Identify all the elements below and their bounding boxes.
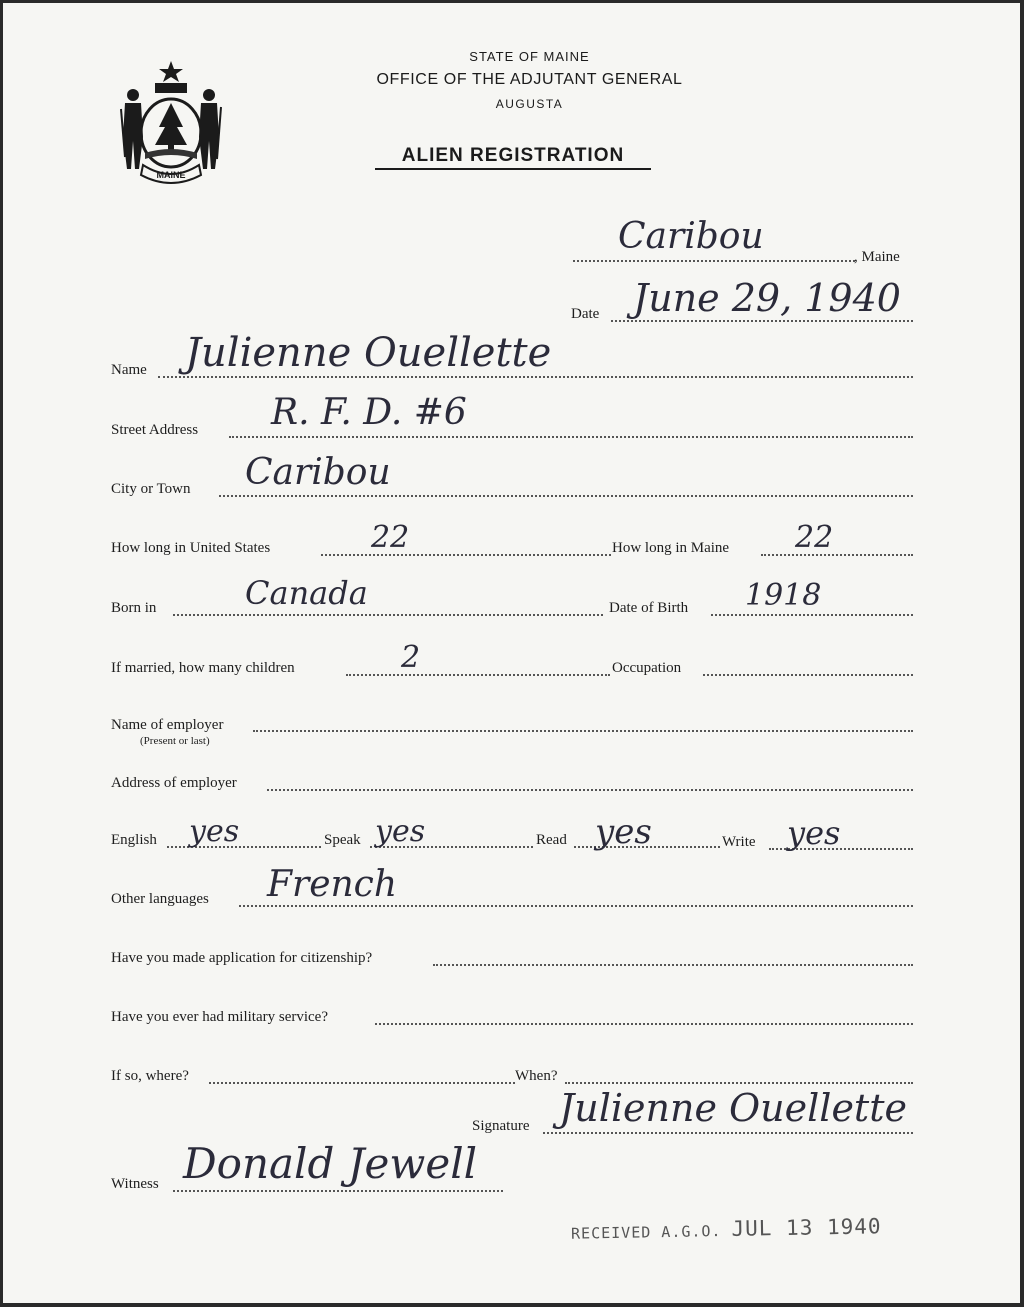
- born-in-label: Born in: [111, 600, 157, 616]
- city-label: City or Town: [111, 481, 191, 497]
- state-heading: STATE OF MAINE: [469, 49, 590, 64]
- years-us-label: How long in United States: [111, 540, 271, 556]
- dob-line: [711, 614, 913, 616]
- years-maine-label: How long in Maine: [612, 540, 730, 556]
- name-value[interactable]: Julienne Ouellette: [185, 330, 552, 376]
- street-value[interactable]: R. F. D. #6: [271, 392, 467, 433]
- witness-label: Witness: [111, 1176, 159, 1192]
- signature-label: Signature: [472, 1118, 530, 1134]
- years-maine-value[interactable]: 22: [795, 520, 834, 555]
- witness-line: [173, 1190, 503, 1192]
- city-heading: AUGUSTA: [495, 97, 564, 111]
- children-value[interactable]: 2: [401, 640, 421, 675]
- place-label: , Maine: [854, 249, 900, 265]
- born-in-value[interactable]: Canada: [245, 574, 368, 612]
- children-line: [346, 674, 610, 676]
- years-us-line: [321, 554, 611, 556]
- read-value[interactable]: yes: [595, 812, 652, 852]
- street-label: Street Address: [111, 422, 199, 438]
- name-line: [158, 376, 913, 378]
- write-label: Write: [722, 834, 756, 850]
- stamp-prefix: RECEIVED A.G.O.: [570, 1222, 722, 1243]
- stamp-date: JUL 13 1940: [731, 1214, 882, 1241]
- employer-sublabel: (Present or last): [140, 735, 210, 747]
- witness-value[interactable]: Donald Jewell: [183, 1139, 478, 1188]
- employer-address-label: Address of employer: [111, 775, 237, 791]
- date-label: Date: [571, 306, 600, 322]
- citizenship-line: [433, 964, 913, 966]
- speak-value[interactable]: yes: [375, 814, 426, 849]
- occupation-line: [703, 674, 913, 676]
- registration-form: [3, 3, 1020, 1303]
- when-label: When?: [515, 1068, 558, 1084]
- where-line: [209, 1082, 515, 1084]
- born-in-line: [173, 614, 603, 616]
- other-languages-value[interactable]: French: [267, 864, 398, 905]
- signature-line: [543, 1132, 913, 1134]
- date-value[interactable]: June 29, 1940: [633, 276, 901, 320]
- employer-address-line: [267, 789, 913, 791]
- english-label: English: [111, 832, 157, 848]
- occupation-label: Occupation: [612, 660, 682, 676]
- english-value[interactable]: yes: [189, 814, 240, 849]
- children-label: If married, how many children: [111, 660, 295, 676]
- military-line: [375, 1023, 913, 1025]
- form-title: ALIEN REGISTRATION: [375, 145, 651, 170]
- citizenship-label: Have you made application for citizenship?: [111, 950, 373, 966]
- street-line: [229, 436, 913, 438]
- received-stamp: [571, 1214, 882, 1243]
- place-line: [573, 260, 855, 262]
- city-line: [219, 495, 913, 497]
- office-heading: OFFICE OF THE ADJUTANT GENERAL: [376, 71, 683, 88]
- military-label: Have you ever had military service?: [111, 1009, 328, 1025]
- other-languages-label: Other languages: [111, 891, 209, 907]
- city-value[interactable]: Caribou: [245, 452, 391, 493]
- years-us-value[interactable]: 22: [371, 520, 410, 555]
- speak-label: Speak: [324, 832, 361, 848]
- date-line: [611, 320, 913, 322]
- where-label: If so, where?: [111, 1068, 189, 1084]
- place-value[interactable]: Caribou: [618, 216, 764, 257]
- write-value[interactable]: yes: [787, 814, 841, 852]
- read-label: Read: [536, 832, 567, 848]
- when-line: [565, 1082, 913, 1084]
- name-label: Name: [111, 362, 147, 378]
- years-maine-line: [761, 554, 913, 556]
- employer-label: Name of employer: [111, 717, 224, 733]
- dob-label: Date of Birth: [609, 600, 689, 616]
- employer-line: [253, 730, 913, 732]
- other-languages-line: [239, 905, 913, 907]
- dob-value[interactable]: 1918: [745, 578, 822, 613]
- svg-text:MAINE: MAINE: [156, 170, 186, 180]
- signature-value[interactable]: Julienne Ouellette: [559, 1086, 907, 1130]
